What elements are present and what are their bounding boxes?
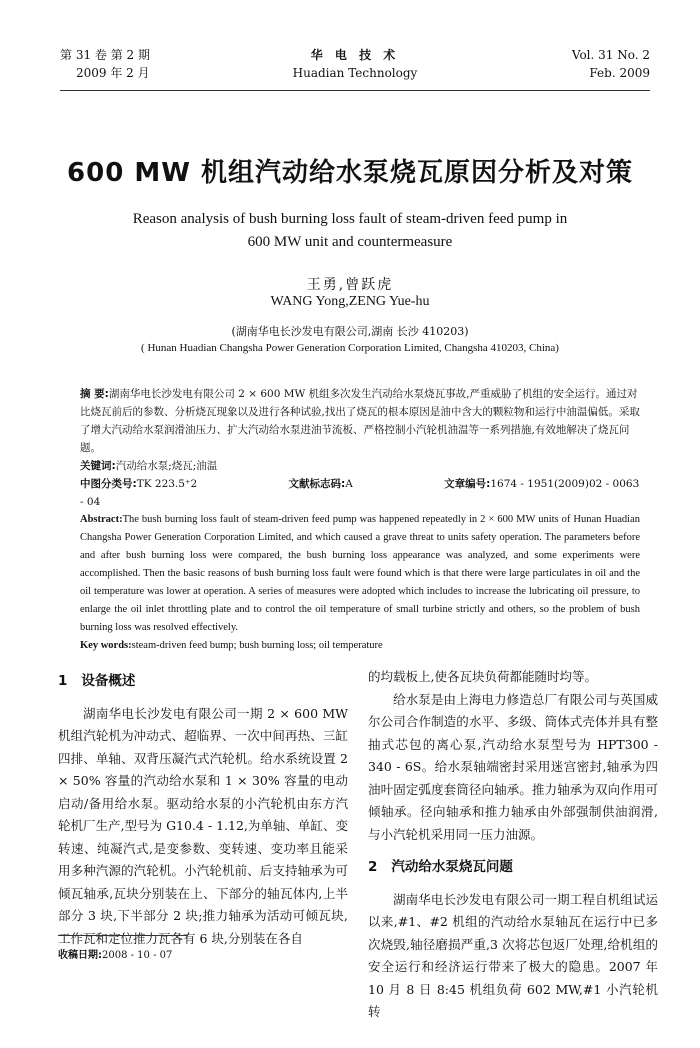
clc-label: 中图分类号: xyxy=(80,478,137,490)
header-journal-en: Huadian Technology xyxy=(292,66,418,80)
article-number-value: 1674 - 1951(2009)02 - 0063 - 04 xyxy=(80,478,640,508)
header-journal-cn: 华 电 技 术 xyxy=(310,48,400,62)
section-1-paragraph-1: 湖南华电长沙发电有限公司一期 2 × 600 MW 机组汽轮机为冲动式、超临界、一次中间再热、三缸四排、单轴、双背压凝汽式汽轮机。给水系统设置 2 × 50% 容量的汽动给水泵和 1 × 30% 容量的电动启动/备用给水泵。驱动给水泵的小汽轮机由东方汽轮机厂生产,型号为 G10.4 - 1.12,为单轴、单缸、变转速、纯凝汽式,是变参数、变转速、变功率且能采用多种汽源的汽轮机。小汽轮机前、后支持轴承为可倾瓦轴承,瓦块分别装在上、下部分的轴瓦体内,上半部分 3 块,下半部分 2 块;推力轴承为活动可倾瓦块,工作瓦和定位推力瓦各有 6 块,分别装在各自 xyxy=(58,705,348,946)
section-2-number: 2 xyxy=(368,859,378,875)
header-volume-en-line: Vol. 31 No. 2 xyxy=(571,48,650,62)
received-date-label: 收稿日期: xyxy=(58,950,102,961)
keywords-cn-label: 关键词: xyxy=(80,460,116,472)
footnote-rule xyxy=(58,935,188,936)
article-title-en-line1: Reason analysis of bush burning loss fault of steam-driven feed pump in xyxy=(132,211,568,227)
article-number-label: 文章编号: xyxy=(444,478,491,490)
keywords-en xyxy=(80,637,640,655)
keywords-en-text: steam-driven feed bump; bush burning loss; oil temperature xyxy=(131,640,383,651)
header-date-en: Feb. 2009 xyxy=(589,66,650,80)
keywords-en-label: Key words: xyxy=(80,640,132,651)
doc-code-label: 文献标志码: xyxy=(288,478,346,490)
authors-en: WANG Yong,ZENG Yue-hu xyxy=(270,294,430,309)
article-title-cn: 600 MW 机组汽动给水泵烧瓦原因分析及对策 xyxy=(67,158,633,188)
abstract-en-text: The bush burning loss fault of steam-driven feed pump was happened repeatedly in 2 × 600 MW units of Hunan Huadian Changsha Power Generation Corporation Limited, and which caused a grave threat to units safety operation. The parameters before and after bush burning loss were compared, the bush burning loss appearance was analyzed, and some experiments were accomplished. Then the basic reasons of bush burning loss fault were found which is that there were large particulates in oil and the oil temperature was lower at operation. A series of measures were adopted which includes to increase the lubricating oil pressure, to enlarge the oil inlet throttling plate and to control the oil temperature of small turbine strictly and others, so the problem of bush burning loss was resolved effectively. xyxy=(80,514,640,633)
authors-cn: 王勇,曾跃虎 xyxy=(306,277,394,293)
keywords-cn-text: 汽动给水泵;烧瓦;油温 xyxy=(115,460,218,472)
section-2-title: 汽动给水泵烧瓦问题 xyxy=(391,859,513,875)
header-volume-cn-line: 第 31 卷 第 2 期 xyxy=(60,48,150,62)
column-left xyxy=(58,666,348,950)
article-title-en xyxy=(0,208,700,254)
abstract-en-label: Abstract: xyxy=(80,514,123,525)
affiliation-cn: (湖南华电长沙发电有限公司,湖南 长沙 410203) xyxy=(231,325,469,338)
abstract-block xyxy=(80,385,640,655)
abstract-cn xyxy=(80,385,640,457)
classification-row xyxy=(80,475,640,511)
section-1-heading xyxy=(58,670,348,693)
abstract-cn-text: 湖南华电长沙发电有限公司 2 × 600 MW 机组多次发生汽动给水泵烧瓦事故,严重威胁了机组的安全运行。通过对比烧瓦前后的参数、分析烧瓦现象以及进行各种试验,找出了烧瓦的根本原因是油中含大的颗粒物和运行中油温偏低。采取了增大汽动给水泵润滑油压力、扩大汽动给水泵进油节流板、严格控制小汽轮机油温等一系列措施,有效地解决了烧瓦问题。 xyxy=(80,388,640,454)
section-2-paragraph-1: 湖南华电长沙发电有限公司一期工程自机组试运以来,#1、#2 机组的汽动给水泵轴瓦在运行中已多次烧毁,轴径磨损严重,3 次将芯包返厂处理,给机组的安全运行和经济运行带来了极大的隐患。2007 年 10 月 8 日 8:45 机组负荷 602 MW,#1 小汽轮机转 xyxy=(368,891,658,1019)
section-1-paragraph-2: 给水泵是由上海电力修造总厂有限公司与英国威尔公司合作制造的水平、多级、筒体式壳体并具有整抽式芯包的离心泵,汽动给水泵型号为 HPT300 - 340 - 6S。给水泵轴端密封采用迷宫密封,轴承为四油叶固定弧度套筒径向轴承。推力轴承为双向作用可倾轴承。径向轴承和推力轴承由外部强制供油润滑,与小汽轮机采用同一压力油源。 xyxy=(368,691,658,842)
clc-field xyxy=(80,478,241,490)
clc-value: TK 223.5⁺2 xyxy=(136,478,198,490)
column-right xyxy=(368,666,658,1024)
section-1-title: 设备概述 xyxy=(81,673,136,689)
abstract-en xyxy=(80,511,640,637)
received-date-value: 2008 - 10 - 07 xyxy=(102,950,173,961)
article-title-en-line2: 600 MW unit and countermeasure xyxy=(247,234,453,250)
section-2-heading xyxy=(368,856,658,879)
running-header xyxy=(60,46,650,91)
affiliation-en: ( Hunan Huadian Changsha Power Generation Corporation Limited, Changsha 410203, China) xyxy=(141,342,559,354)
section-1-paragraph-1-continued: 的均载板上,使各瓦块负荷都能随时均等。 xyxy=(368,669,597,684)
header-volume-en xyxy=(572,46,650,82)
section-1-number: 1 xyxy=(58,673,68,689)
header-journal xyxy=(60,46,650,82)
header-date-cn: 2009 年 2 月 xyxy=(76,66,150,80)
doc-code-field xyxy=(289,478,397,490)
abstract-cn-label: 摘 要: xyxy=(80,388,109,400)
keywords-cn xyxy=(80,457,640,475)
doc-code-value: A xyxy=(345,478,353,490)
received-date-footnote xyxy=(58,946,172,961)
